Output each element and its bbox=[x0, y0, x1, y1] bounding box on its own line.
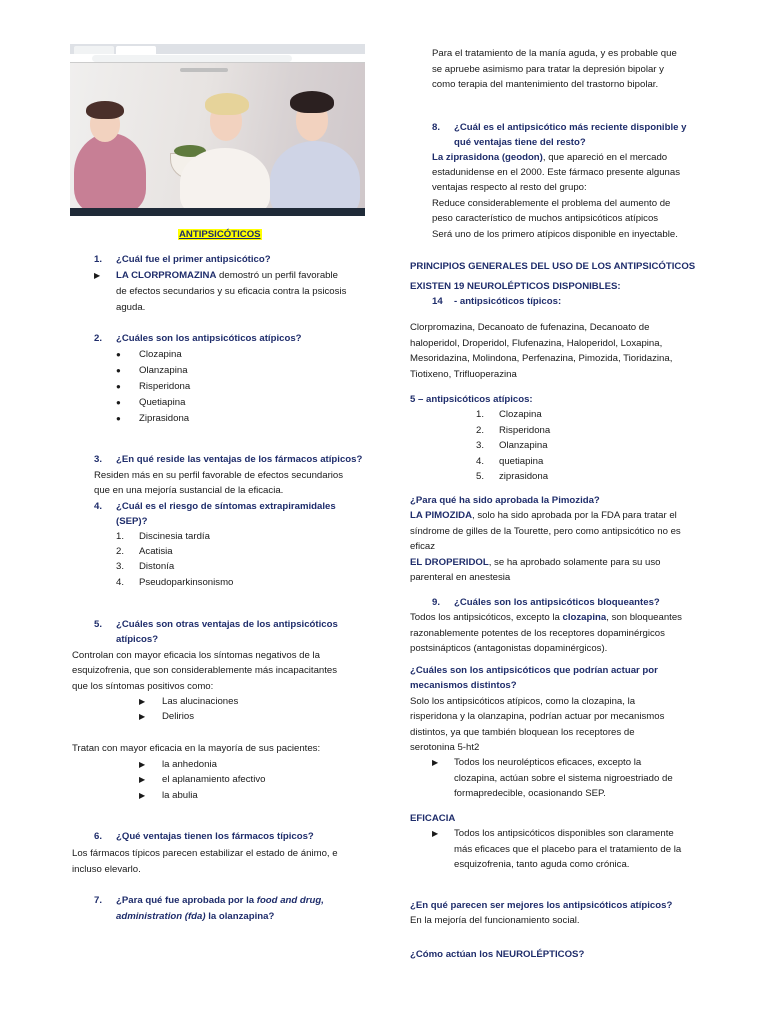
eficacia-bullet-line: esquizofrenia, tanto aguda como crónica. bbox=[454, 859, 630, 870]
mech-question: mecanismos distintos? bbox=[410, 680, 517, 691]
q2-number: 2. bbox=[94, 333, 103, 344]
q8-question: qué ventajas tiene del resto? bbox=[454, 137, 586, 148]
q8-answer-line: ventajas respecto al resto del grupo: bbox=[432, 182, 587, 193]
mech-answer-line: serotonina 5-ht2 bbox=[410, 742, 480, 753]
mech-answer-line: distintos, ya que también bloquean los receptores de bbox=[410, 727, 635, 738]
arrow-bullet-icon: ▶ bbox=[432, 758, 439, 767]
browser-tab bbox=[74, 46, 114, 54]
list-item: Distonía bbox=[139, 561, 175, 572]
q7-question-text: ¿Para qué fue aprobada por la bbox=[116, 895, 257, 906]
q2-question: ¿Cuáles son los antipsicóticos atípicos? bbox=[116, 333, 302, 344]
q6-number: 6. bbox=[94, 831, 103, 842]
url-field bbox=[92, 55, 292, 62]
list-item: Olanzapina bbox=[139, 365, 188, 376]
q4-number: 4. bbox=[94, 501, 103, 512]
q5-question: ¿Cuáles son otras ventajas de los antipsicóticos bbox=[116, 619, 338, 630]
q6-question: ¿Qué ventajas tienen los fármacos típicos? bbox=[116, 831, 314, 842]
q9-answer-line: razonablemente potentes de los receptores dopaminérgicos bbox=[410, 628, 665, 639]
pimozida-answer bbox=[410, 508, 677, 524]
arrow-bullet-icon: ▶ bbox=[139, 712, 146, 721]
droperidol-answer bbox=[410, 555, 660, 571]
q5-question: atípicos? bbox=[116, 634, 159, 645]
list-number: 3. bbox=[476, 440, 485, 451]
clock-widget bbox=[310, 70, 344, 84]
search-box bbox=[180, 68, 228, 72]
list-number: 1. bbox=[116, 531, 125, 542]
q5-number: 5. bbox=[94, 619, 103, 630]
eficacia-heading: EFICACIA bbox=[410, 813, 456, 824]
typical-label: - antipsicóticos típicos: bbox=[454, 296, 562, 307]
q1-answer bbox=[116, 268, 338, 284]
q7-answer-line: como terapia del mantenimiento del trastorno bipolar. bbox=[432, 79, 659, 90]
section-heading: PRINCIPIOS GENERALES DEL USO DE LOS ANTIPSICÓTICOS bbox=[410, 261, 696, 272]
list-number: 4. bbox=[116, 577, 125, 588]
q8-question: ¿Cuál es el antipsicótico más reciente disponible y bbox=[454, 122, 687, 133]
eficacia-bullet-line: Todos los antipsicóticos disponibles son claramente bbox=[454, 828, 674, 839]
typical-list-line: Tiotixeno, Trifluoperazina bbox=[410, 369, 517, 380]
q7-question bbox=[116, 909, 274, 925]
list-item: ziprasidona bbox=[499, 471, 549, 482]
q8-answer bbox=[432, 150, 667, 166]
mech-answer-line: Solo los antipsicóticos atípicos, como la clozapina, la bbox=[410, 696, 636, 707]
taskbar bbox=[70, 208, 365, 216]
q9-answer-bold: clozapina bbox=[562, 612, 607, 623]
pimozida-text: , solo ha sido aprobada por la FDA para tratar el bbox=[472, 510, 677, 521]
q8-answer-line: peso característico de muchos antipsicóticos atípicos bbox=[432, 213, 659, 224]
list-number: 2. bbox=[476, 425, 485, 436]
q4-question: (SEP)? bbox=[116, 516, 148, 527]
list-item: Risperidona bbox=[499, 425, 551, 436]
atypical-label: 5 – antipsicóticos atípicos: bbox=[410, 394, 533, 405]
list-item: Acatisia bbox=[139, 546, 173, 557]
typical-list-line: haloperidol, Droperidol, Flufenazina, Haloperidol, Loxapina, bbox=[410, 338, 663, 349]
q3-question: ¿En qué reside las ventajas de los fármacos atípicos? bbox=[116, 454, 363, 465]
q8-answer-text: , que apareció en el mercado bbox=[542, 152, 668, 163]
q7-question-italic: administration (fda) bbox=[116, 911, 206, 922]
q1-question: ¿Cuál fue el primer antipsicótico? bbox=[116, 254, 271, 265]
arrow-bullet-icon: ▶ bbox=[432, 829, 439, 838]
list-item: quetiapina bbox=[499, 456, 544, 467]
arrow-bullet-icon: ▶ bbox=[139, 775, 146, 784]
list-number: 5. bbox=[476, 471, 485, 482]
section-heading: EXISTEN 19 NEUROLÉPTICOS DISPONIBLES: bbox=[410, 281, 621, 292]
q8-answer-line: estadunidense en el 2000. Este fármaco presente algunas bbox=[432, 167, 681, 178]
typical-list-line: Clorpromazina, Decanoato de fufenazina, Decanoato de bbox=[410, 322, 650, 333]
list-item: la abulia bbox=[162, 790, 198, 801]
actuan-question: ¿Cómo actúan los NEUROLÉPTICOS? bbox=[410, 949, 585, 960]
arrow-bullet-icon: ▶ bbox=[139, 791, 146, 800]
q8-answer-line: Será uno de los primero atípicos disponible en inyectable. bbox=[432, 229, 678, 240]
list-item: Ziprasidona bbox=[139, 413, 190, 424]
arrow-bullet-icon: ▶ bbox=[94, 271, 101, 280]
q1-answer-text: demostró un perfil favorable bbox=[216, 270, 338, 281]
list-item: el aplanamiento afectivo bbox=[162, 774, 266, 785]
list-item: Delirios bbox=[162, 711, 194, 722]
browser-tab-bar bbox=[70, 44, 365, 54]
mech-bullet-line: formapredecible, ocasionando SEP. bbox=[454, 788, 606, 799]
list-number: 3. bbox=[116, 561, 125, 572]
q6-answer-line: Los fármacos típicos parecen estabilizar el estado de ánimo, e bbox=[72, 848, 338, 859]
q9-answer-text: , son bloqueantes bbox=[606, 612, 682, 623]
eficacia-bullet-line: más eficaces que el placebo para el tratamiento de la bbox=[454, 844, 682, 855]
list-item: Discinesia tardía bbox=[139, 531, 210, 542]
list-item: Clozapina bbox=[139, 349, 182, 360]
pimozida-question: ¿Para qué ha sido aprobada la Pimozida? bbox=[410, 495, 600, 506]
list-item: Pseudoparkinsonismo bbox=[139, 577, 234, 588]
title-text: ANTIPSICÓTICOS bbox=[179, 229, 261, 240]
q1-number: 1. bbox=[94, 254, 103, 265]
q9-answer bbox=[410, 610, 682, 626]
list-item: Risperidona bbox=[139, 381, 191, 392]
bullet-dot-icon: ● bbox=[116, 414, 121, 423]
q5-answer-line: Controlan con mayor eficacia los síntomas negativos de la bbox=[72, 650, 320, 661]
wallpaper bbox=[70, 63, 365, 208]
arrow-bullet-icon: ▶ bbox=[139, 697, 146, 706]
droperidol-text: , se ha aprobado solamente para su uso bbox=[488, 557, 661, 568]
bullet-dot-icon: ● bbox=[116, 350, 121, 359]
q7-question bbox=[116, 893, 324, 909]
q3-answer-line: que en una mejoría sustancial de la eficacia. bbox=[94, 485, 284, 496]
q8-number: 8. bbox=[432, 122, 441, 133]
bullet-dot-icon: ● bbox=[116, 382, 121, 391]
mech-question: ¿Cuáles son los antipsicóticos que podrían actuar por bbox=[410, 665, 658, 676]
q1-answer-bold: LA CLORPROMAZINA bbox=[116, 270, 217, 281]
pimozida-line: síndrome de gilles de la Tourette, pero como antipsicótico no es bbox=[410, 526, 681, 537]
typical-list-line: Mesoridazina, Molindona, Perfenazina, Pimozida, Tioridazina, bbox=[410, 353, 673, 364]
page-title bbox=[178, 227, 262, 243]
q9-number: 9. bbox=[432, 597, 441, 608]
q1-answer-line: aguda. bbox=[116, 302, 146, 313]
screenshot-image bbox=[70, 44, 365, 216]
mech-answer-line: risperidona y la olanzapina, podrían actuar por mecanismos bbox=[410, 711, 665, 722]
q5-answer-line: que los síntomas positivos como: bbox=[72, 681, 214, 692]
mejores-answer: En la mejoría del funcionamiento social. bbox=[410, 915, 580, 926]
q1-answer-line: de efectos secundarios y su eficacia contra la psicosis bbox=[116, 286, 347, 297]
list-item: la anhedonia bbox=[162, 759, 217, 770]
droperidol-line: parenteral en anestesia bbox=[410, 572, 511, 583]
pimozida-line: eficaz bbox=[410, 541, 436, 552]
q7-answer-line: se apruebe asimismo para tratar la depresión bipolar y bbox=[432, 64, 664, 75]
q3-number: 3. bbox=[94, 454, 103, 465]
bullet-dot-icon: ● bbox=[116, 366, 121, 375]
q5-answer-line: Tratan con mayor eficacia en la mayoría de sus pacientes: bbox=[72, 743, 321, 754]
mejores-question: ¿En qué parecen ser mejores los antipsicóticos atípicos? bbox=[410, 900, 673, 911]
q9-answer-line: postsinápticos (antagonistas dopaminérgicos). bbox=[410, 643, 608, 654]
q8-answer-line: Reduce considerablemente el problema del aumento de bbox=[432, 198, 671, 209]
mech-bullet-line: Todos los neurolépticos eficaces, excepto la bbox=[454, 757, 642, 768]
q7-answer-line: Para el tratamiento de la manía aguda, y es probable que bbox=[432, 48, 677, 59]
bullet-dot-icon: ● bbox=[116, 398, 121, 407]
q4-question: ¿Cuál es el riesgo de síntomas extrapiramidales bbox=[116, 501, 336, 512]
mech-bullet-line: clozapina, actúan sobre el sistema nigroestriado de bbox=[454, 773, 673, 784]
q6-answer-line: incluso elevarlo. bbox=[72, 864, 141, 875]
list-item: Quetiapina bbox=[139, 397, 186, 408]
q9-answer-text: Todos los antipsicóticos, excepto la bbox=[410, 612, 563, 623]
q9-question: ¿Cuáles son los antipsicóticos bloqueantes? bbox=[454, 597, 660, 608]
list-number: 1. bbox=[476, 409, 485, 420]
droperidol-bold: EL DROPERIDOL bbox=[410, 557, 489, 568]
q8-answer-bold: La ziprasidona (geodon) bbox=[432, 152, 543, 163]
q7-number: 7. bbox=[94, 895, 103, 906]
list-item: Olanzapina bbox=[499, 440, 548, 451]
q3-answer-line: Residen más en su perfil favorable de efectos secundarios bbox=[94, 470, 344, 481]
list-number: 2. bbox=[116, 546, 125, 557]
browser-tab-active bbox=[116, 46, 156, 54]
typical-count: 14 bbox=[432, 296, 443, 307]
q7-question-text: la olanzapina? bbox=[205, 911, 275, 922]
list-item: Las alucinaciones bbox=[162, 696, 239, 707]
q7-question-italic: food and drug, bbox=[256, 895, 324, 906]
pimozida-bold: LA PIMOZIDA bbox=[410, 510, 472, 521]
list-number: 4. bbox=[476, 456, 485, 467]
list-item: Clozapina bbox=[499, 409, 542, 420]
arrow-bullet-icon: ▶ bbox=[139, 760, 146, 769]
q5-answer-line: esquizofrenia, que son considerablemente más incapacitantes bbox=[72, 665, 338, 676]
